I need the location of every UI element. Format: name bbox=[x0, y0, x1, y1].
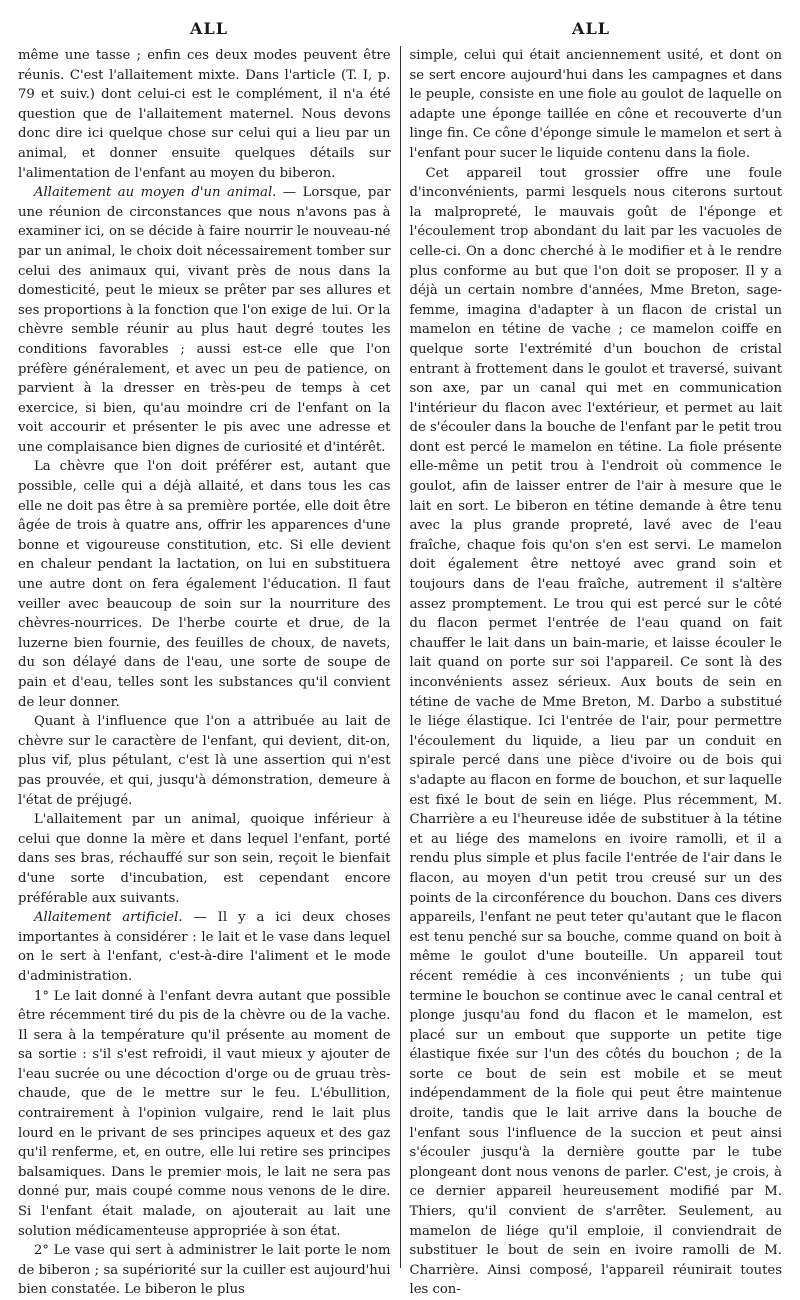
paragraph: L'allaitement par un animal, quoique inférieur à celui que donne la mère et dans lequel l'enfant, porté dans ses bras, réchauffé sur son sein, reçoit le bienfait d'une sorte d'incubation, est cependant encore préférable aux suivants. bbox=[18, 812, 391, 906]
paragraph: 1° Le lait donné à l'enfant devra autant que possible être récemment tiré du pis de la chèvre ou de la vache. Il sera à la température qu'il présente au moment de sa sortie : s'il s'est refroidi, il vaut mieux y ajouter de l'eau sucrée ou une décoction d'orge ou de gruau très-chaude, que de le mettre sur le feu. L'ébullition, contrairement à l'opinion vulgaire, rend le lait plus lourd en le privant de ses principes aqueux et des gaz qu'il renferme, et, en outre, elle lui retire ses principes balsamiques. Dans le premier mois, le lait ne sera pas donné pur, mais coupé comme nous venons de le dire. Si l'enfant était malade, on ajouterait au lait une solution médicamenteuse appropriée à son état. bbox=[18, 988, 391, 1239]
paragraph: Cet appareil tout grossier offre une foule d'inconvénients, parmi lesquels nous citerons surtout la malpropreté, le mauvais goût de l'éponge et l'écoulement trop abondant du lait par les vacuoles de celle-ci. On a donc cherché à le modifier et à le rendre plus conforme au but que l'on doit se proposer. Il y a déjà un certain nombre d'années, Mme Breton, sage-femme, imagina d'adapter à un flacon de cristal un mamelon en tétine de vache ; ce mamelon coiffe en quelque sorte l'extrémité d'un bouchon de cristal entrant à frottement dans le goulot et traversé, suivant son axe, par un canal qui met en communication l'intérieur du flacon avec l'extérieur, et permet au lait de s'écouler dans la bouche de l'enfant par le petit trou dont est percé le mamelon en tétine. La fiole présente elle-même un petit trou à l'endroit où commence le goulot, afin de laisser entrer de l'air à mesure que le lait en sort. Le biberon en tétine demande à être tenu avec la plus grande propreté, lavé avec de l'eau fraîche, chaque fois qu'on s'en est servi. Le mamelon doit également être nettoyé avec grand soin et toujours dans de l'eau fraîche, autrement il s'altère assez promptement. Le trou qui est percé sur le côté du flacon permet l'entrée de l'eau quand on fait chauffer le lait dans un bain-marie, et laisse écouler le lait quand on porte sur soi l'appareil. Ce sont là des inconvénients assez sérieux. Aux bouts de sein en tétine de vache de Mme Breton, M. Darbo a substitué le liége élastique. Ici l'entrée de l'air, pour permettre l'écoulement du liquide, a lieu par un conduit en spirale percé dans une pièce d'ivoire ou de bois qui s'adapte au flacon en forme de bouchon, et sur laquelle est fixé le bout de sein en liége. Plus récemment, M. Charrière a eu l'heureuse idée de substituer à la tétine et au liége des mamelons en ivoire ramolli, et il a rendu plus simple et plus facile l'entrée de l'air dans le flacon, au moyen d'un petit trou creusé sur un des points de la circonférence du bouchon. Dans ces divers appareils, l'enfant ne peut teter qu'autant que le flacon est tenu penché sur sa bouche, comme quand on boit à même le goulot d'une bouteille. Un appareil tout récent remédie à ces inconvénients ; un tube qui termine le bouchon se continue avec le canal central et plonge jusqu'au fond du flacon et le mamelon, est placé sur un embout que supporte un petite tige élastique fixée sur l'un des côtés du bouchon ; de la sorte ce bout de sein est mobile et se meut indépendamment de la fiole qui peut être maintenue droite, tandis que le lait arrive dans la bouche de l'enfant sous l'influence de la succion et peut ainsi s'écouler jusqu'à la dernière goutte par le tube plongeant dont nous venons de parler. C'est, je crois, à ce dernier appareil heureusement modifié par M. Thiers, qu'il convient de s'arrêter. Seulement, au mamelon de liége qu'il emploie, il conviendrait de substituer le bout de sein en ivoire ramolli de M. Charrière. Ainsi composé, l'appareil réunirait toutes les con- bbox=[409, 165, 782, 1298]
section-heading: Allaitement artificiel. bbox=[34, 910, 183, 926]
paragraph: simple, celui qui était anciennement usité, et dont on se sert encore aujourd'hui dans les campagnes et dans le peuple, consiste en une fiole au goulot de laquelle on adapte une éponge taillée en cône et recouverte d'un linge fin. Ce cône d'éponge simule le mamelon et sert à l'enfant pour sucer le liquide contenu dans la fiole. bbox=[409, 48, 782, 161]
running-head-right: ALL bbox=[572, 18, 610, 38]
running-head bbox=[18, 10, 782, 46]
paragraph-text: — Il y a ici deux choses importantes à considérer : le lait et le vase dans lequel on le sert à l'enfant, c'est-à-dire l'aliment et le mode d'administration. bbox=[18, 910, 391, 984]
paragraph: 2° Le vase qui sert à administrer le lait porte le nom de biberon ; sa supériorité sur la cuiller est aujourd'hui bien constatée. Le biberon le plus bbox=[18, 1243, 391, 1298]
right-column bbox=[400, 46, 783, 1298]
paragraph: La chèvre que l'on doit préférer est, autant que possible, celle qui a déjà allaité, et dans tous les cas elle ne doit pas être à sa première portée, elle doit être âgée de trois à quatre ans, offrir les apparences d'une bonne et vigoureuse constitution, etc. Si elle devient en chaleur pendant la lactation, on lui en substituera une autre dont on fera également l'éducation. Il faut veiller avec beaucoup de soin sur la nourriture des chèvres-nourrices. De l'herbe courte et drue, de la luzerne bien fournie, des feuilles de choux, de navets, du son délayé dans de l'eau, une sorte de soupe de pain et d'eau, telles sont les substances qu'il convient de leur donner. bbox=[18, 459, 391, 710]
paragraph: même une tasse ; enfin ces deux modes peuvent être réunis. C'est l'allaitement mixte. Dans l'article (T. I, p. 79 et suiv.) dont celui-ci est le complément, il n'a été question que de l'allaitement maternel. Nous devons donc dire ici quelque chose sur celui qui a lieu par un animal, et donner ensuite quelques détails sur l'alimentation de l'enfant au moyen du biberon. bbox=[18, 48, 391, 181]
running-head-left: ALL bbox=[190, 18, 228, 38]
paragraph: Quant à l'influence que l'on a attribuée au lait de chèvre sur le caractère de l'enfant, qui devient, dit-on, plus vif, plus pétulant, c'est là une assertion qui n'est pas prouvée, et qui, jusqu'à démonstration, demeure à l'état de préjugé. bbox=[18, 714, 391, 808]
text-columns bbox=[18, 46, 782, 1298]
paragraph-text: — Lorsque, par une réunion de circonstances que nous n'avons pas à examiner ici, on se décide à faire nourrir le nouveau-né par un animal, le choix doit nécessairement tomber sur celui des animaux qui, vivant près de nous dans la domesticité, peut le mieux se prêter par ses allures et ses proportions à la fonction que l'on exige de lui. Or la chèvre semble réunir au plus haut degré toutes les conditions favorables ; aussi est-ce elle que l'on préfère généralement, et avec un peu de patience, on parvient à la dresser en très-peu de temps à cet exercice, si bien, qu'au moindre cri de l'enfant on la voit accourir et présenter le pis avec une adresse et une complaisance bien dignes de curiosité et d'intérêt. bbox=[18, 185, 391, 455]
section-heading: Allaitement au moyen d'un animal. bbox=[34, 185, 277, 201]
left-column bbox=[18, 46, 400, 1298]
paragraph bbox=[18, 908, 391, 986]
paragraph bbox=[18, 183, 391, 457]
